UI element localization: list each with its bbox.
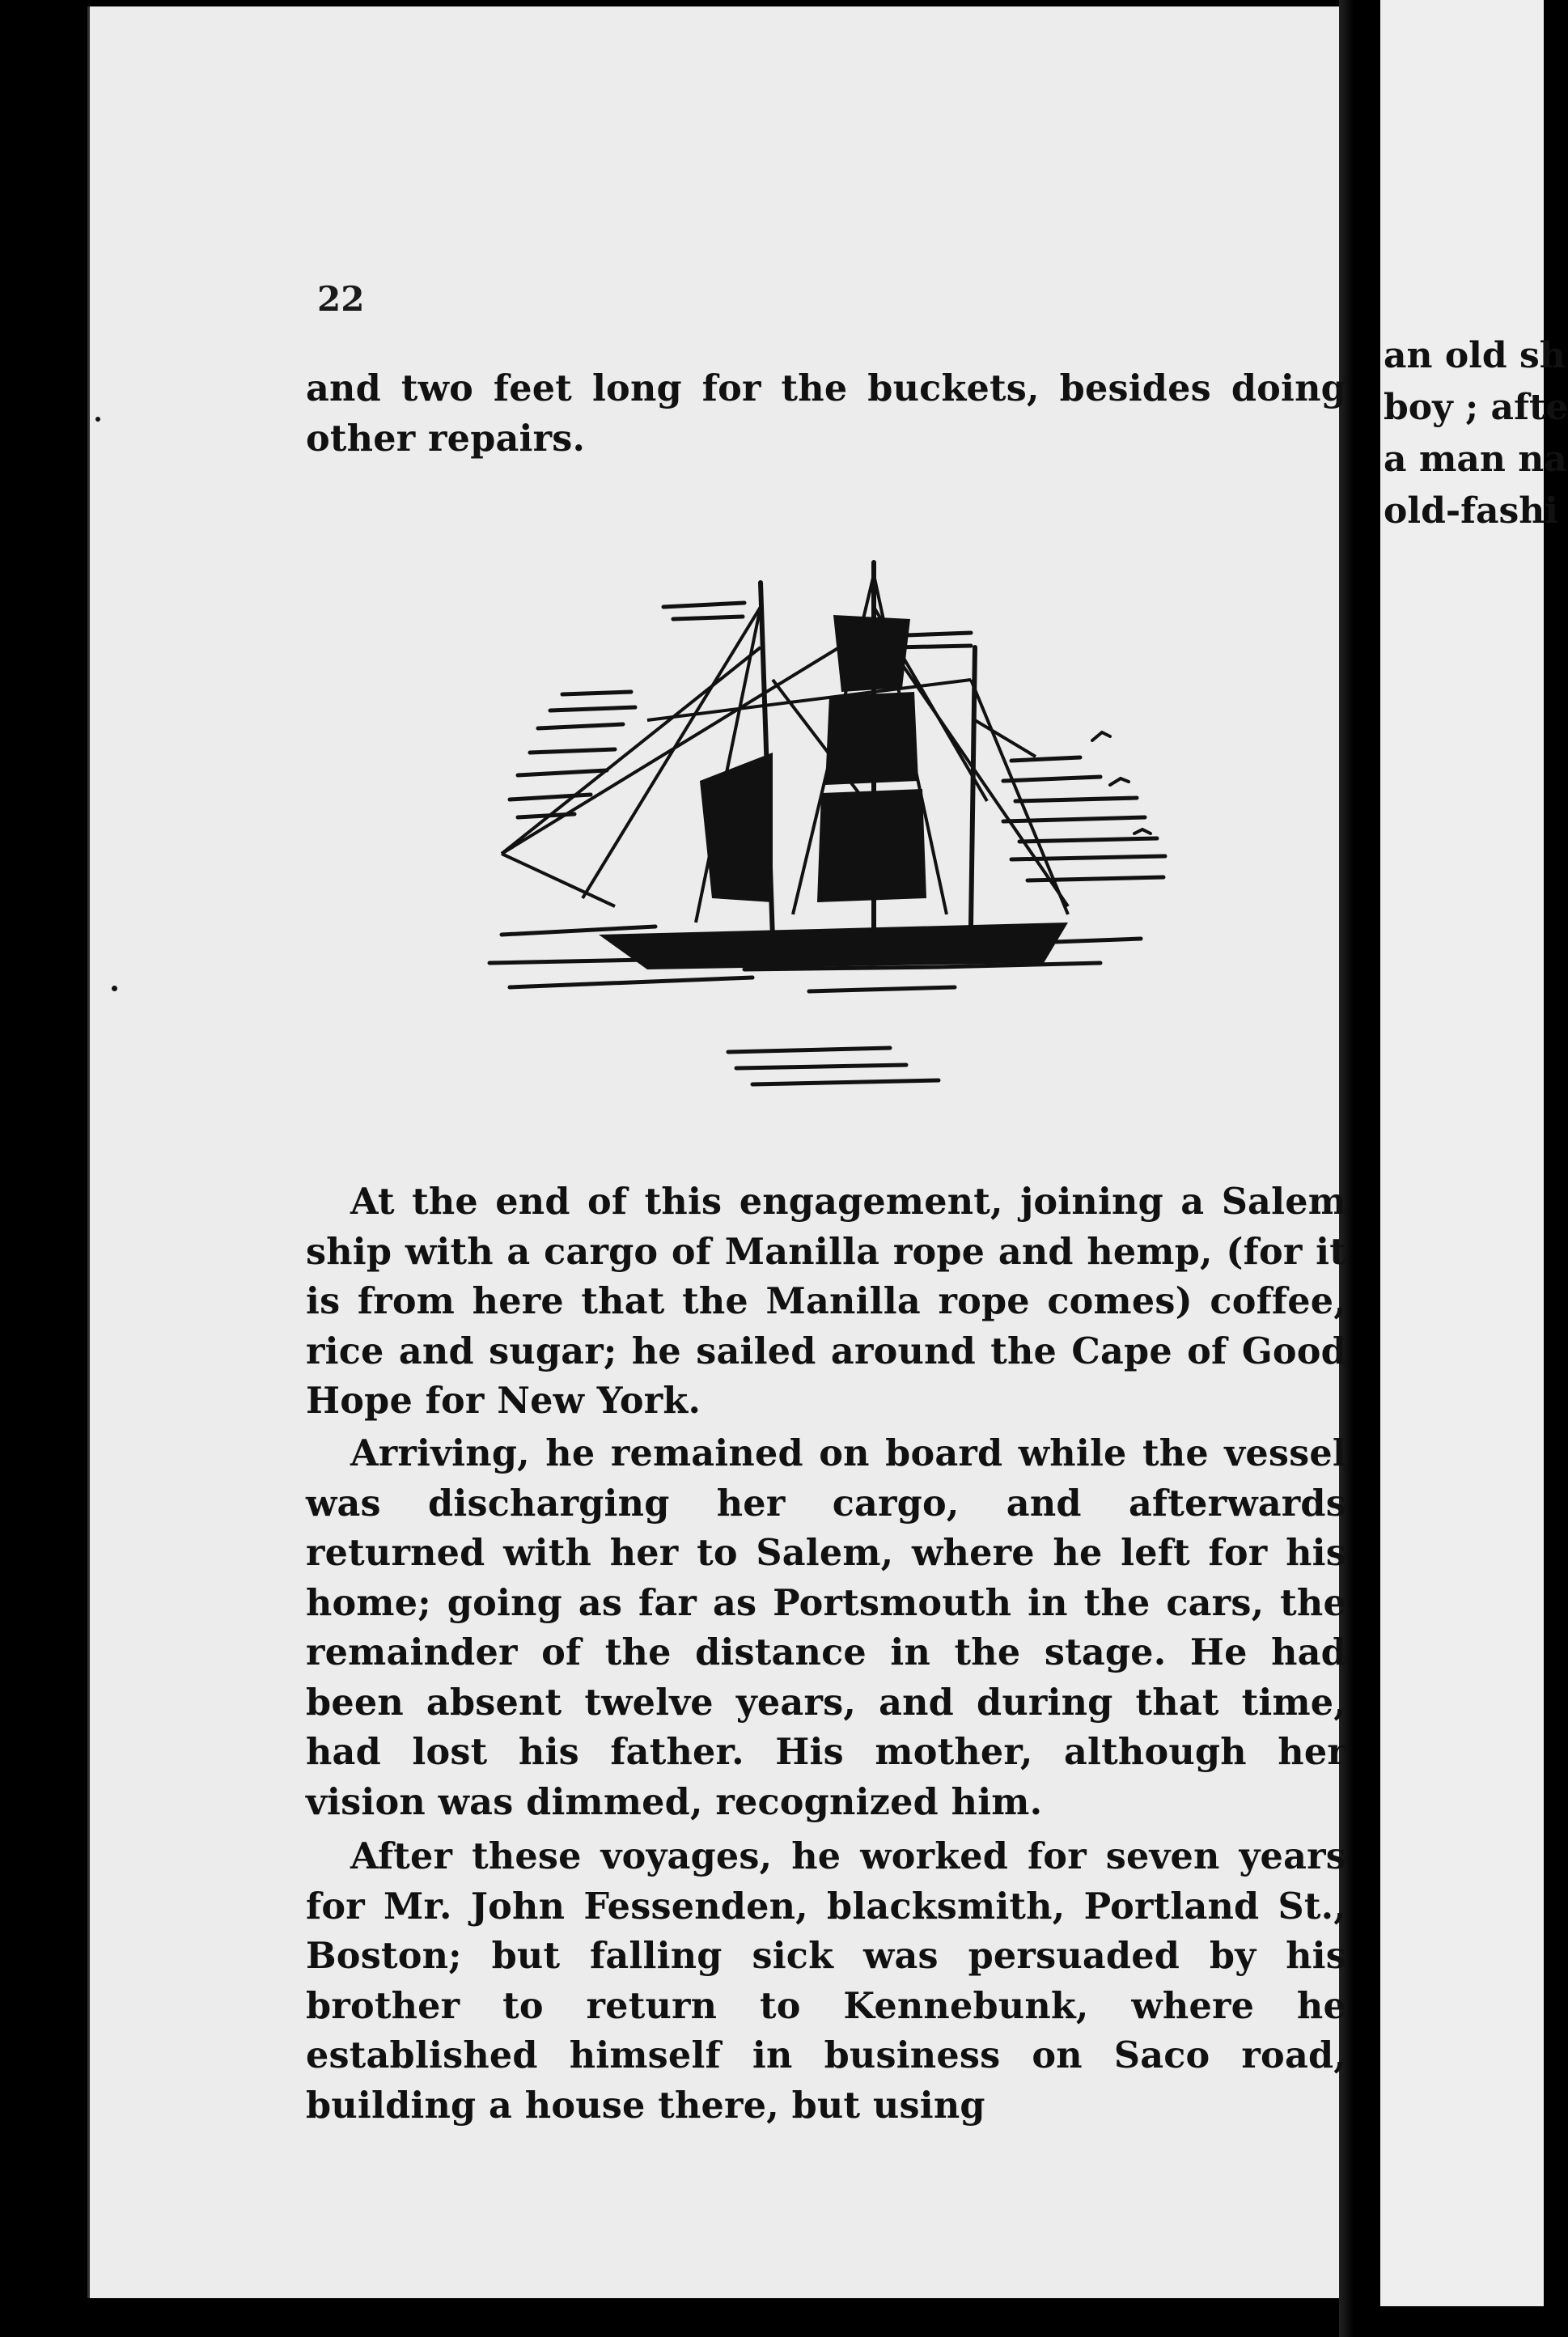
facing-line: an old sh [1384,335,1566,376]
facing-line: old-fashi [1384,490,1559,532]
paragraph: Arriving, he remained on board while the vessel was discharging her cargo, and afterwards returned with her to Salem, where he left for his home; going as far as Portsmouth in the cars, the remainder of the distance in the stage. He had been absent twelve years, and during that time, had lost his father. His mother, although her vision was dimmed, recognized him. [306,1432,1346,1823]
sailing-ship-engraving-icon [485,558,1181,1109]
scan-speck [112,986,117,991]
facing-page [1380,0,1568,2306]
paragraph: and two feet long for the buckets, besides doing other repairs. [306,367,1346,460]
paragraph: At the end of this engagement, joining a Salem ship with a cargo of Manilla rope and hemp, (for it is from here that the Manilla rope comes) coffee, rice and sugar; he sailed around the Cape of Good Hope for New York. [306,1181,1346,1422]
facing-line: boy ; afte [1384,387,1568,428]
facing-line: a man na [1384,439,1567,480]
scan-speck [95,417,100,422]
page-number: 22 [317,279,365,319]
paragraph: After these voyages, he worked for seven years for Mr. John Fessenden, blacksmith, Portland St., Boston; but falling sick was persuaded by his brother to return to Kennebunk, where he established himself in business on Saco road, building a house there, but using [306,1835,1346,2127]
